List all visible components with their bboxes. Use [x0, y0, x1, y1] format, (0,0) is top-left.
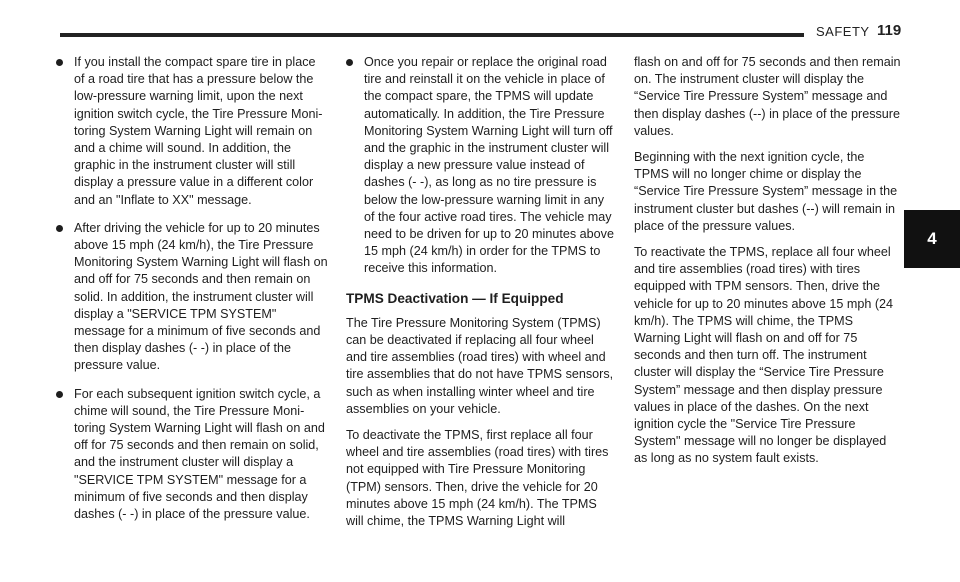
- paragraph: The Tire Pressure Monitoring System (TPMS) can be deactivated if replacing all four wheel and tire assemblies (road tires) with wheel and tire assemblies that do not have TPMS sensors, such as when installing winter wheel and tire assemblies on your vehicle.: [346, 315, 614, 416]
- list-item-text: Once you repair or replace the original road tire and reinstall it on the vehicle in place of the compact spare, the TPMS will update automatically. In addition, the Tire Pressure Monitoring System Warning Light will turn off and the graphic in the instrument cluster will display a new pressure value instead of dashes (- -), as long as no tire pressure is below the low-pressure warning limit in any of the four active road tires. The vehicle may need to be driven for up to 20 minutes above 15 mph (24 km/h) in order for the TPMS to receive this information.: [364, 55, 614, 276]
- section-heading: TPMS Deactivation — If Equipped: [346, 290, 564, 306]
- bullet-icon: [56, 391, 63, 398]
- bullet-icon: [56, 59, 63, 66]
- column-2: [346, 54, 614, 539]
- list-item: [56, 220, 328, 375]
- list-item-text: After driving the vehicle for up to 20 minutes above 15 mph (24 km/h), the Tire Pressure Monitoring System Warning Light will flash on and off for 75 seconds and then remain on solid. In addition, the instrument cluster will display a "SERVICE TPM SYSTEM" message for a minimum of five seconds and then display dashes (- -) in place of the pressure value.: [74, 220, 328, 373]
- paragraph: To reactivate the TPMS, replace all four wheel and tire assemblies (road tires) with tires equipped with TPM sensors. Then, drive the vehicle for up to 20 minutes above 15 mph (24 km/h). The TPMS will chime, the TPMS Warning Light will flash on and off for 75 seconds and then turn off. The instrument cluster will display the “Service Tire Pressure System” message and then display pressure values in place of the dashes. On the next ignition cycle the "Service Tire Pressure System" message will no longer be displayed as long as no system fault exists.: [634, 245, 894, 466]
- chapter-tab[interactable]: 4: [904, 210, 960, 268]
- list-item: [56, 54, 328, 209]
- bullet-icon: [56, 225, 63, 232]
- paragraph: Beginning with the next ignition cycle, the TPMS will no longer chime or display the “Service Tire Pressure System” message in the instrument cluster but dashes (--) will remain in place of the pressure values.: [634, 150, 898, 233]
- list-item-text: For each subsequent ignition switch cycle, a chime will sound, the Tire Pressure Moni-toring System Warning Light will flash on and off for 75 seconds and then remain on solid, and the instrument cluster will display a "SERVICE TPM SYSTEM" message for a minimum of five seconds and then display dashes (- -) in place of the pressure value.: [74, 386, 325, 522]
- header-rule: [60, 33, 804, 37]
- list-item-text: If you install the compact spare tire in place of a road tire that has a pressure below the low-pressure warning limit, upon the next ignition switch cycle, the Tire Pressure Moni-toring System Warning Light will remain on and a chime will sound. In addition, the graphic in the instrument cluster will still display a pressure value in a different color and an "Inflate to XX" message.: [74, 55, 323, 207]
- column-3: [634, 54, 902, 477]
- list-item: [56, 386, 328, 524]
- paragraph: flash on and off for 75 seconds and then remain on. The instrument cluster will display the “Service Tire Pressure System” message and then display dashes (--) in place of the pressure values.: [634, 55, 901, 138]
- page-number: 119: [877, 22, 902, 39]
- paragraph: To deactivate the TPMS, first replace all four wheel and tire assemblies (road tires) with tires not equipped with Tire Pressure Monitoring (TPM) sensors. Then, drive the vehicle for 20 minutes above 15 mph (24 km/h). The TPMS will chime, the TPMS Warning Light will: [346, 428, 609, 529]
- bullet-icon: [346, 59, 353, 66]
- list-item: [346, 54, 614, 278]
- section-title: SAFETY: [816, 24, 870, 39]
- column-1: [56, 54, 328, 534]
